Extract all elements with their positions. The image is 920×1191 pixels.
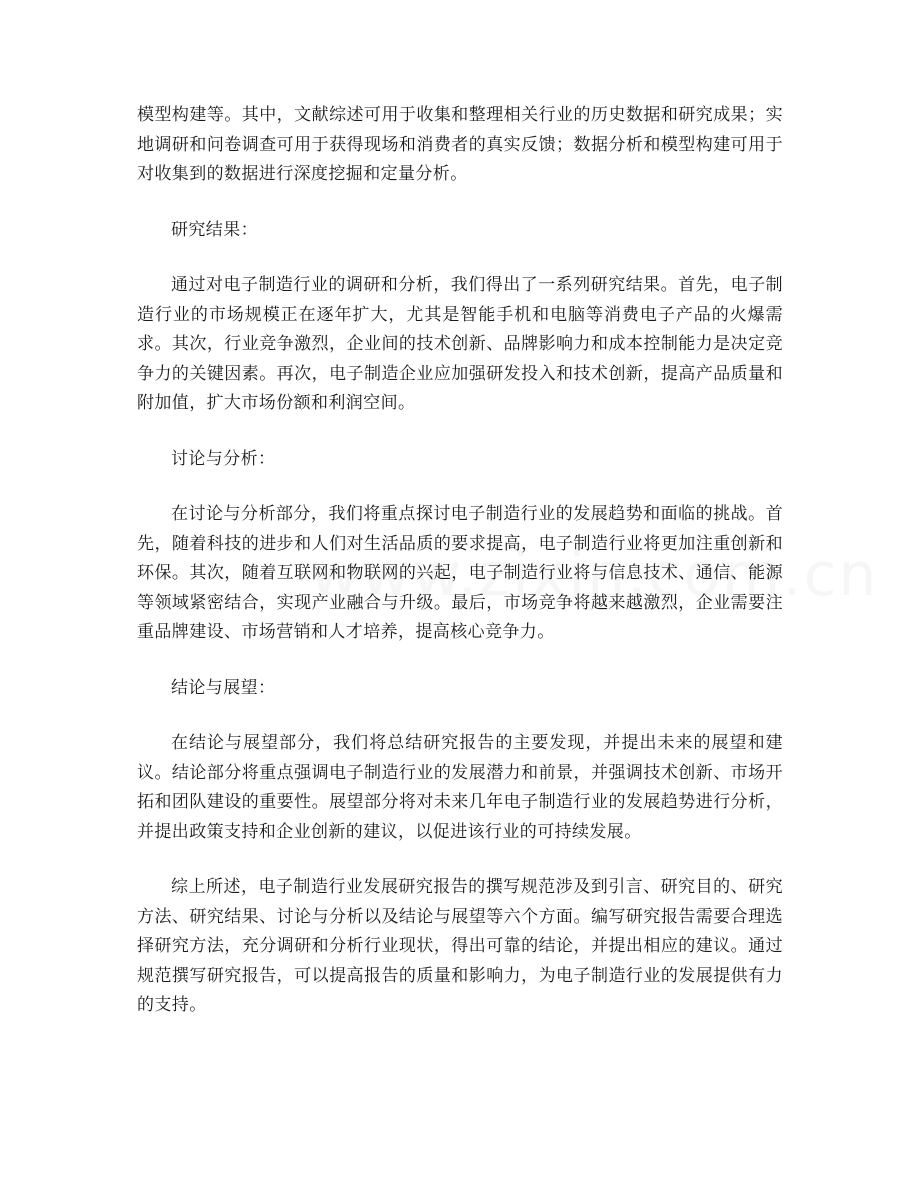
- section-heading-conclusion: 结论与展望：: [171, 677, 276, 698]
- paragraph-results: 通过对电子制造行业的调研和分析，我们得出了一系列研究结果。首先，电子制造行业的市场规模正在逐年扩大，尤其是智能手机和电脑等消费电子产品的火爆需求。其次，行业竞争激烈，企业间的技术创新、品牌影响力和成本控制能力是决定竞争力的关键因素。再次，电子制造企业应加强研发投入和技术创新，提高产品质量和附加值，扩大市场份额和利润空间。: [137, 275, 783, 413]
- paragraph-methods-continued: 模型构建等。其中，文献综述可用于收集和整理相关行业的历史数据和研究成果；实地调研和问卷调查可用于获得现场和消费者的真实反馈；数据分析和模型构建可用于对收集到的数据进行深度挖掘和定量分析。: [137, 105, 783, 184]
- document-body: [137, 101, 783, 1021]
- paragraph-summary: 综上所述，电子制造行业发展研究报告的撰写规范涉及到引言、研究目的、研究方法、研究结果、讨论与分析以及结论与展望等六个方面。编写研究报告需要合理选择研究方法，充分调研和分析行业现状，得出可靠的结论，并提出相应的建议。通过规范撰写研究报告，可以提高报告的质量和影响力，为电子制造行业的发展提供有力的支持。: [137, 877, 783, 1015]
- paragraph-conclusion: 在结论与展望部分，我们将总结研究报告的主要发现，并提出未来的展望和建议。结论部分将重点强调电子制造行业的发展潜力和前景，并强调技术创新、市场开拓和团队建设的重要性。展望部分将对未来几年电子制造行业的发展趋势进行分析，并提出政策支持和企业创新的建议，以促进该行业的可持续发展。: [137, 733, 783, 842]
- section-heading-results: 研究结果：: [171, 219, 258, 240]
- section-heading-discussion: 讨论与分析：: [171, 448, 276, 469]
- paragraph-discussion: 在讨论与分析部分，我们将重点探讨电子制造行业的发展趋势和面临的挑战。首先，随着科技的进步和人们对生活品质的要求提高，电子制造行业将更加注重创新和环保。其次，随着互联网和物联网的兴起，电子制造行业将与信息技术、通信、能源等领域紧密结合，实现产业融合与升级。最后，市场竞争将越来越激烈，企业需要注重品牌建设、市场营销和人才培养，提高核心竞争力。: [137, 504, 783, 642]
